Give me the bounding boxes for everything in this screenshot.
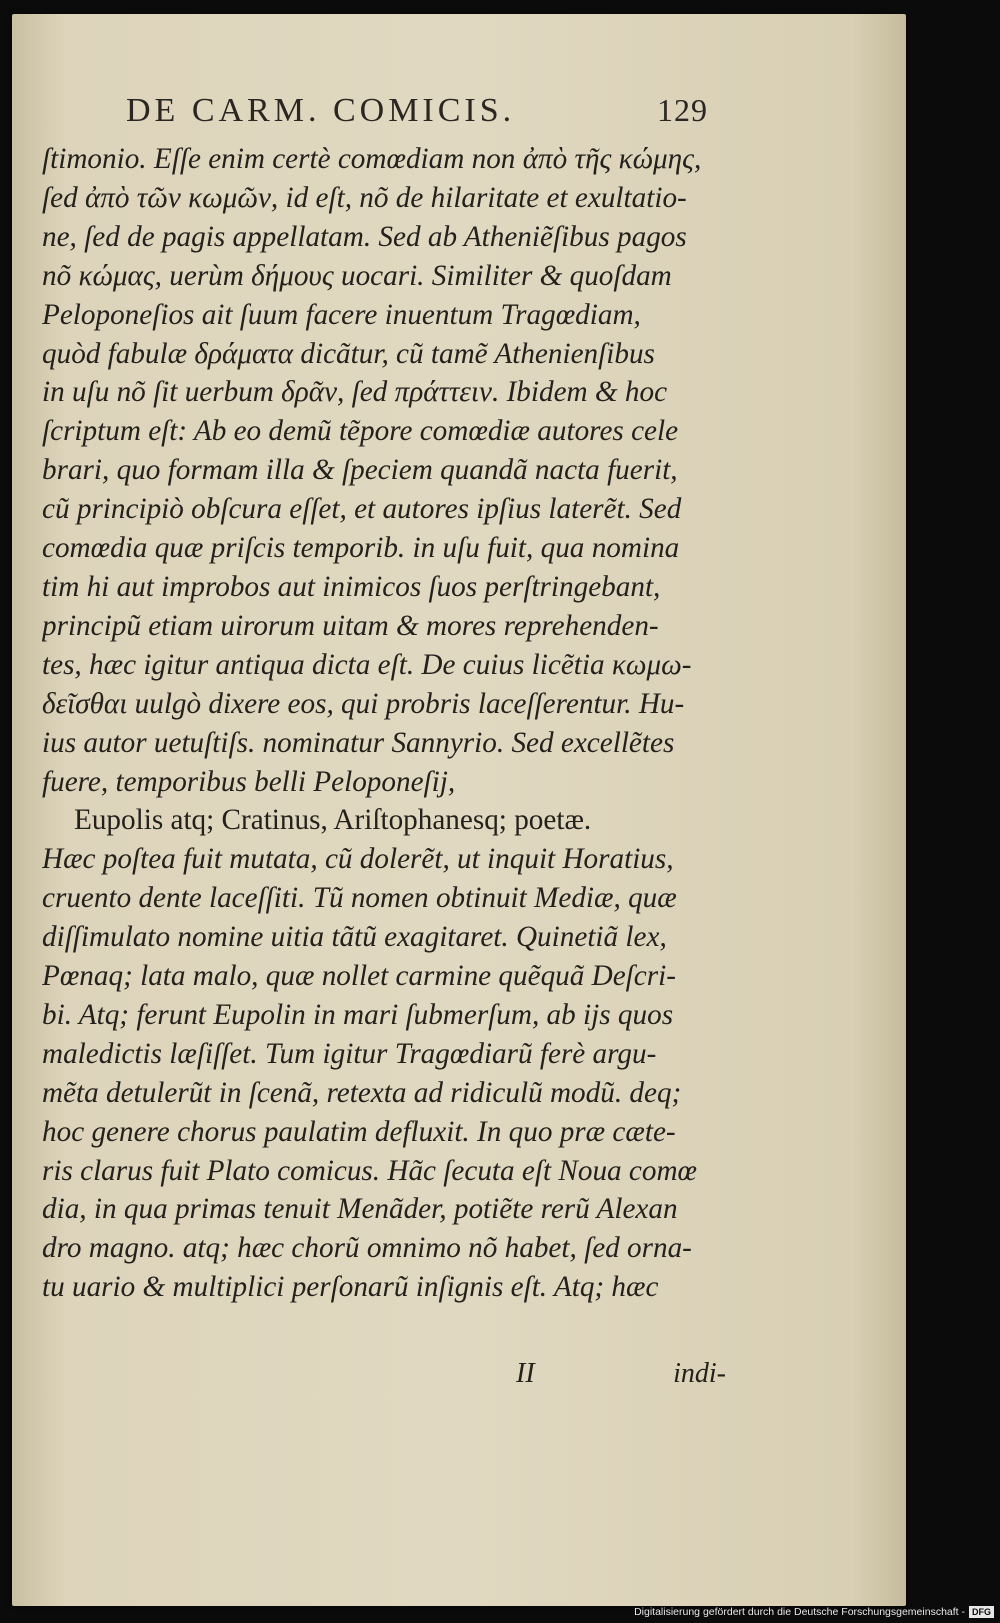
- signature-mark: II: [516, 1358, 535, 1389]
- page-signature: [516, 1358, 726, 1390]
- text-line: bi. Atq; ferunt Eupolin in mari ſubmerſum, ab ijs quos: [42, 998, 674, 1031]
- text-line: fuere, temporibus belli Peloponeſij,: [42, 765, 456, 798]
- text-line: Peloponeſios ait ſuum facere inuentum Tragœdiam,: [42, 298, 641, 331]
- text-line: δεῖσθαι uulgò dixere eos, qui probris laceſſerentur. Hu-: [42, 687, 685, 720]
- running-title: DE CARM. COMICIS.: [126, 92, 516, 129]
- text-line: dro magno. atq; hæc chorũ omnimo nõ habet, ſed orna-: [42, 1232, 692, 1265]
- text-line: mẽta detulerũt in ſcenã, retexta ad ridiculũ modũ. deq;: [42, 1076, 682, 1109]
- footer-credit: Digitalisierung gefördert durch die Deutsche Forschungsgemeinschaft -: [634, 1606, 965, 1618]
- text-line: ne, ſed de pagis appellatam. Sed ab Atheniẽſibus pagos: [42, 220, 687, 253]
- text-line: ſcriptum eſt: Ab eo demũ tẽpore comœdiæ autores cele: [42, 415, 679, 448]
- text-line: comœdia quæ priſcis temporib. in uſu fuit, qua nomina: [42, 532, 680, 565]
- text-line: ris clarus fuit Plato comicus. Hãc ſecuta eſt Noua comœ: [42, 1154, 698, 1187]
- text-line: nõ κώμας, uerùm δήμους uocari. Similiter & quoſdam: [42, 259, 672, 292]
- text-line: ſed ἀπὸ τῶν κωμῶν, id eſt, nõ de hilaritate et exultatio-: [42, 181, 687, 214]
- text-line: quòd fabulæ δράματα dicãtur, cũ tamẽ Athenienſibus: [42, 337, 655, 370]
- page-number: 129: [657, 92, 708, 128]
- text-line: Pœnaq; lata malo, quæ nollet carmine quẽquã Deſcri-: [42, 960, 676, 993]
- text-line: Hæc poſtea fuit mutata, cũ dolerẽt, ut inquit Horatius,: [42, 843, 674, 876]
- dfg-logo-icon: DFG: [969, 1606, 994, 1618]
- text-line: principũ etiam uirorum uitam & mores reprehenden-: [42, 609, 659, 642]
- catchword: indi-: [673, 1358, 726, 1389]
- body-text: [42, 140, 718, 1307]
- text-line: tim hi aut improbos aut inimicos ſuos perſtringebant,: [42, 570, 661, 603]
- text-line: tu uario & multiplici perſonarũ inſignis eſt. Atq; hæc: [42, 1271, 659, 1304]
- text-line: hoc genere chorus paulatim defluxit. In quo præ cæte-: [42, 1115, 676, 1148]
- text-line: dia, in qua primas tenuit Menãder, potiẽte rerũ Alexan: [42, 1193, 678, 1226]
- text-line: ſtimonio. Eſſe enim certè comœdiam non ἀπὸ τῆς κώμης,: [42, 143, 702, 175]
- text-line: maledictis læſiſſet. Tum igitur Tragœdiarũ ferè argu-: [42, 1037, 657, 1070]
- text-line: diſſimulato nomine uitia tãtũ exagitaret. Quinetiã lex,: [42, 921, 667, 954]
- text-line: Eupolis atq; Cratinus, Ariſtophanesq; poetæ.: [74, 804, 592, 837]
- text-line: brari, quo formam illa & ſpeciem quandã nacta fuerit,: [42, 454, 678, 487]
- text-line: cruento dente laceſſiti. Tũ nomen obtinuit Mediæ, quæ: [42, 882, 677, 915]
- text-line: tes, hæc igitur antiqua dicta eſt. De cuius licẽtia κωμω-: [42, 648, 692, 681]
- page-header: [126, 92, 708, 134]
- text-line: ius autor uetuſtiſs. nominatur Sannyrio. Sed excellẽtes: [42, 726, 675, 759]
- digitization-footer: [634, 1605, 994, 1619]
- text-line: cũ principiò obſcura eſſet, et autores ipſius laterẽt. Sed: [42, 493, 682, 526]
- text-line: in uſu nõ ſit uerbum δρᾶν, ſed πράττειν. Ibidem & hoc: [42, 376, 668, 409]
